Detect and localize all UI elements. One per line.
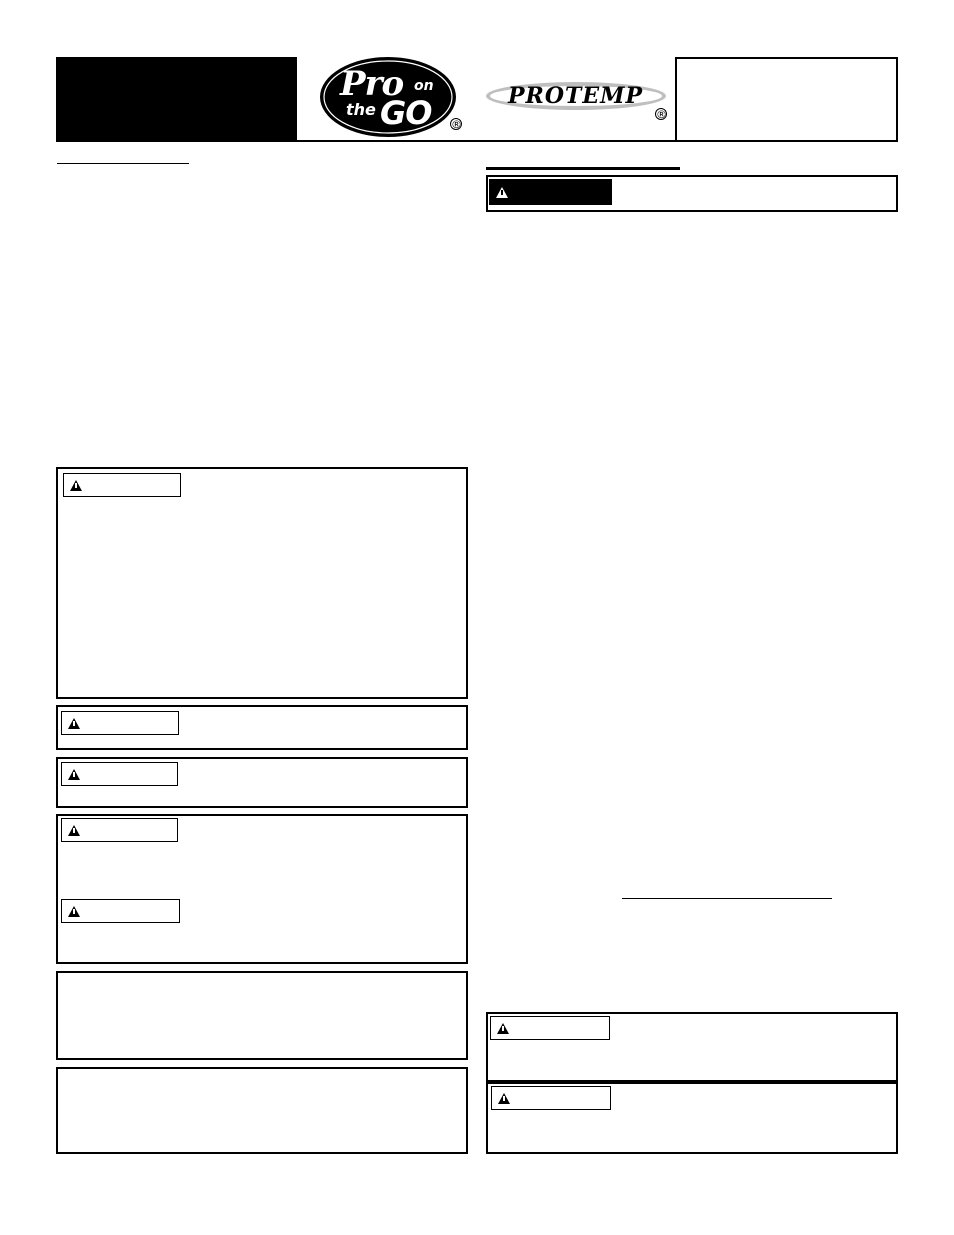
warning-badge <box>61 899 180 923</box>
warning-box-top-right <box>486 175 898 212</box>
warning-triangle-icon <box>497 1023 509 1034</box>
warning-badge <box>63 473 181 497</box>
left-section-underline <box>57 163 189 164</box>
header-info-box <box>675 57 898 142</box>
registered-trademark-icon: ® <box>451 118 462 131</box>
warning-triangle-icon <box>498 1093 510 1104</box>
right-section-rule <box>486 167 680 170</box>
logo-text-on: on <box>414 78 434 94</box>
warning-badge <box>490 1016 610 1040</box>
registered-trademark-icon: ® <box>656 108 667 121</box>
warning-box-right-lower-1 <box>486 1012 898 1082</box>
warning-badge <box>61 762 178 786</box>
protemp-logo <box>484 80 674 120</box>
warning-box-large <box>56 467 468 699</box>
notice-box-2 <box>56 1067 468 1154</box>
warning-box-2 <box>56 705 468 750</box>
warning-triangle-icon <box>68 906 80 917</box>
header-black-panel <box>56 57 297 142</box>
warning-triangle-icon <box>496 187 508 198</box>
pro-on-the-go-logo <box>318 56 468 138</box>
warning-badge <box>491 1086 611 1110</box>
warning-box-right-lower-2 <box>486 1082 898 1154</box>
logo-text-the: the <box>346 100 376 119</box>
logo-text-pro: Pro <box>340 64 404 104</box>
warning-box-double <box>56 814 468 964</box>
protemp-logo-text: PROTEMP <box>508 83 644 109</box>
notice-box-1 <box>56 971 468 1060</box>
warning-triangle-icon <box>70 480 82 491</box>
warning-badge-dark <box>489 179 612 205</box>
header-rule <box>296 140 676 142</box>
warning-triangle-icon <box>68 718 80 729</box>
warning-triangle-icon <box>68 825 80 836</box>
warning-badge <box>61 818 178 842</box>
warning-badge <box>61 711 179 735</box>
warning-triangle-icon <box>68 769 80 780</box>
logo-text-go: GO <box>380 94 432 132</box>
right-body-underline <box>622 898 832 899</box>
warning-box-3 <box>56 757 468 808</box>
